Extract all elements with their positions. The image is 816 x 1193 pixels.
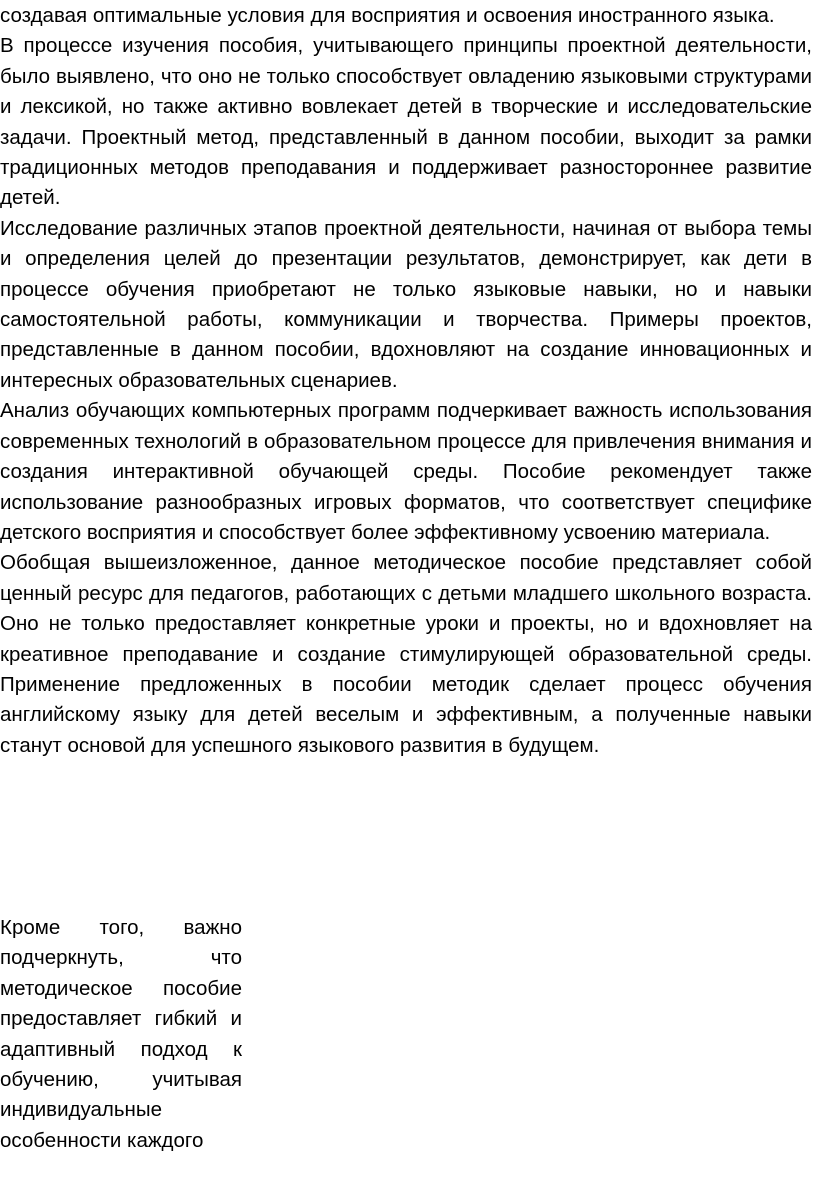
paragraph-3: Исследование различных этапов проектной деятельности, начиная от выбора темы и определения целей до презентации результатов, демонстрирует, как дети в процессе обучения приобретают не только языковые навыки, но и навыки самостоятельной работы, коммуникации и творчества. Примеры проектов, представленные в данном пособии, вдохновляют на создание инновационных и интересных образовательных сценариев. <box>0 216 812 392</box>
paragraph-4: Анализ обучающих компьютерных программ подчеркивает важность использования современных технологий в образовательном процессе для привлечения внимания и создания интерактивной обучающей среды. Пособие рекомендует также использование разнообразных игровых форматов, что соответствует специфике детского восприятия и способствует более эффективному усвоению материала. <box>0 399 812 544</box>
narrow-text-column <box>0 913 242 1156</box>
paragraph-5: Обобщая вышеизложенное, данное методическое пособие представляет собой ценный ресурс для педагогов, работающих с детьми младшего школьного возраста. Оно не только предоставляет конкретные уроки и проекты, но и вдохновляет на креативное преподавание и создание стимулирующей образовательной среды. Применение предложенных в пособии методик сделает процесс обучения английскому языку для детей веселым и эффективным, а полученные навыки станут основой для успешного языкового развития в будущем. <box>0 551 812 757</box>
paragraph-6: Кроме того, важно подчеркнуть, что методическое пособие предоставляет гибкий и адаптивный подход к обучению, учитывая индивидуальные особенности каждого <box>0 916 242 1152</box>
paragraph-2: В процессе изучения пособия, учитывающего принципы проектной деятельности, было выявлено, что оно не только способствует овладению языковыми структурами и лексикой, но также активно вовлекает детей в творческие и исследовательские задачи. Проектный метод, представленный в данном пособии, выходит за рамки традиционных методов преподавания и поддерживает разностороннее развитие детей. <box>0 34 812 210</box>
paragraph-1: создавая оптимальные условия для восприятия и освоения иностранного языка. <box>0 4 775 27</box>
